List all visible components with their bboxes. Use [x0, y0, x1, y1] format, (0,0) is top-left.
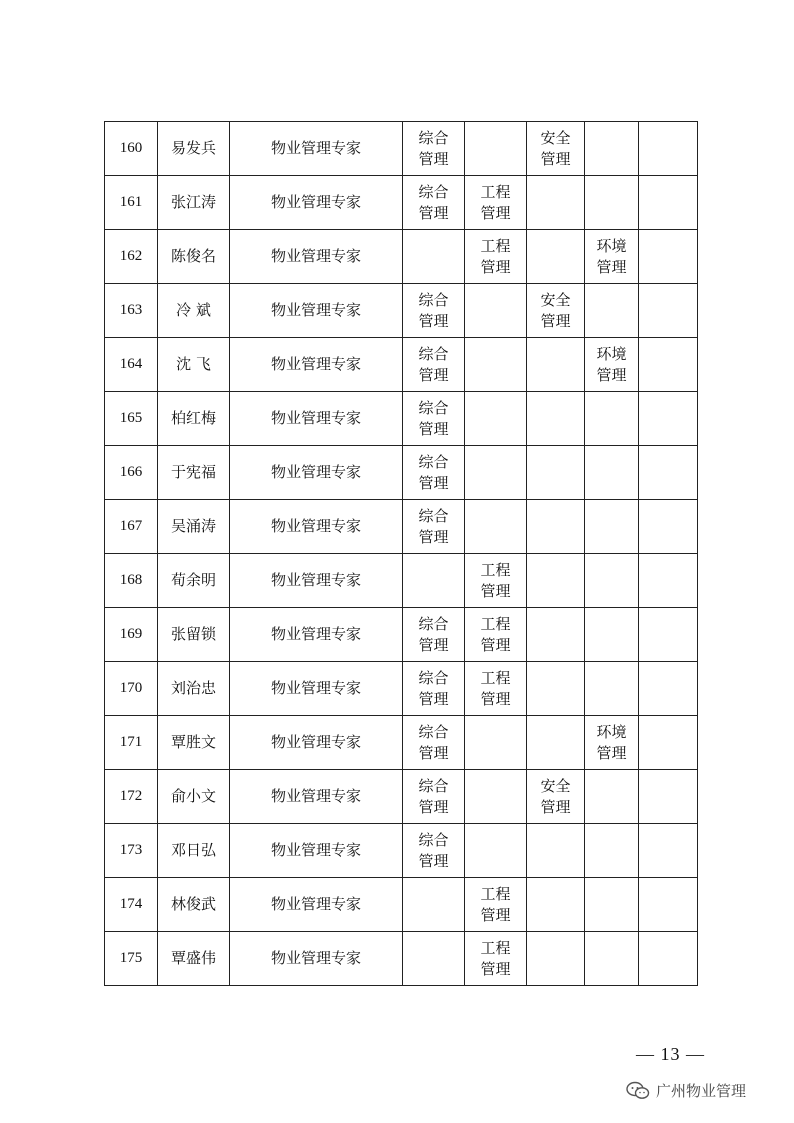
- table-row: [105, 392, 698, 446]
- expert-name: 邓日弘: [158, 824, 230, 878]
- expert-name: 易发兵: [158, 122, 230, 176]
- wechat-icon: [626, 1081, 650, 1101]
- row-number: 162: [105, 230, 158, 284]
- expert-name: 覃盛伟: [158, 932, 230, 986]
- expert-name: 张留锁: [158, 608, 230, 662]
- category-cell: [403, 770, 465, 824]
- expert-title: 物业管理专家: [230, 392, 403, 446]
- category-label: 管理: [418, 203, 449, 222]
- category-cell: [465, 176, 527, 230]
- row-number: 169: [105, 608, 158, 662]
- category-label: 管理: [418, 635, 449, 654]
- category-cell: [465, 230, 527, 284]
- category-label: 综合: [418, 722, 449, 741]
- table-row: [105, 932, 698, 986]
- category-label: 管理: [480, 905, 511, 924]
- table-row: [105, 878, 698, 932]
- table-row: [105, 446, 698, 500]
- table-row: [105, 770, 698, 824]
- category-label: 环境: [596, 236, 627, 255]
- category-label: 综合: [418, 128, 449, 147]
- watermark-text: 广州物业管理: [656, 1082, 747, 1100]
- expert-title: 物业管理专家: [230, 878, 403, 932]
- category-label: 综合: [418, 344, 449, 363]
- expert-name: 张江涛: [158, 176, 230, 230]
- extra-cell: [639, 338, 698, 392]
- expert-title: 物业管理专家: [230, 338, 403, 392]
- category-cell: [465, 662, 527, 716]
- category-cell: [527, 230, 585, 284]
- expert-title: 物业管理专家: [230, 500, 403, 554]
- expert-name: 沈 飞: [158, 338, 230, 392]
- category-label: 综合: [418, 182, 449, 201]
- category-cell: [403, 716, 465, 770]
- category-cell: [527, 176, 585, 230]
- expert-name: 吴涌涛: [158, 500, 230, 554]
- category-cell: [465, 392, 527, 446]
- category-cell: [403, 932, 465, 986]
- category-label: 综合: [418, 290, 449, 309]
- extra-cell: [639, 392, 698, 446]
- expert-name: 荀余明: [158, 554, 230, 608]
- category-label: 管理: [480, 959, 511, 978]
- category-cell: [465, 338, 527, 392]
- category-label: 管理: [418, 527, 449, 546]
- expert-name: 柏红梅: [158, 392, 230, 446]
- category-cell: [403, 554, 465, 608]
- category-label: 管理: [480, 581, 511, 600]
- category-label: 综合: [418, 398, 449, 417]
- row-number: 175: [105, 932, 158, 986]
- category-cell: [465, 554, 527, 608]
- row-number: 164: [105, 338, 158, 392]
- category-cell: [585, 770, 639, 824]
- category-cell: [585, 932, 639, 986]
- category-cell: [527, 446, 585, 500]
- category-label: 管理: [418, 473, 449, 492]
- category-cell: [585, 122, 639, 176]
- category-label: 工程: [480, 236, 511, 255]
- table-row: [105, 500, 698, 554]
- category-cell: [585, 338, 639, 392]
- category-label: 管理: [596, 257, 627, 276]
- extra-cell: [639, 176, 698, 230]
- category-cell: [527, 500, 585, 554]
- category-cell: [585, 554, 639, 608]
- table-row: [105, 554, 698, 608]
- expert-title: 物业管理专家: [230, 824, 403, 878]
- category-cell: [403, 392, 465, 446]
- category-cell: [403, 662, 465, 716]
- category-label: 综合: [418, 668, 449, 687]
- expert-title: 物业管理专家: [230, 446, 403, 500]
- category-cell: [465, 770, 527, 824]
- category-cell: [585, 500, 639, 554]
- table-row: [105, 122, 698, 176]
- category-label: 管理: [418, 311, 449, 330]
- expert-name: 冷 斌: [158, 284, 230, 338]
- expert-title: 物业管理专家: [230, 770, 403, 824]
- category-label: 管理: [418, 797, 449, 816]
- category-cell: [527, 716, 585, 770]
- category-cell: [403, 824, 465, 878]
- category-label: 安全: [540, 290, 571, 309]
- category-cell: [527, 770, 585, 824]
- account-watermark: [626, 1080, 746, 1101]
- category-label: 管理: [418, 851, 449, 870]
- category-cell: [465, 608, 527, 662]
- row-number: 160: [105, 122, 158, 176]
- expert-title: 物业管理专家: [230, 284, 403, 338]
- extra-cell: [639, 446, 698, 500]
- category-cell: [403, 122, 465, 176]
- expert-name: 于宪福: [158, 446, 230, 500]
- extra-cell: [639, 878, 698, 932]
- category-label: 管理: [418, 743, 449, 762]
- category-label: 安全: [540, 776, 571, 795]
- category-cell: [585, 662, 639, 716]
- category-label: 管理: [596, 743, 627, 762]
- extra-cell: [639, 500, 698, 554]
- category-label: 工程: [480, 560, 511, 579]
- category-label: 工程: [480, 938, 511, 957]
- expert-name: 林俊武: [158, 878, 230, 932]
- category-cell: [585, 608, 639, 662]
- row-number: 163: [105, 284, 158, 338]
- row-number: 171: [105, 716, 158, 770]
- category-label: 管理: [418, 149, 449, 168]
- extra-cell: [639, 122, 698, 176]
- extra-cell: [639, 716, 698, 770]
- expert-title: 物业管理专家: [230, 662, 403, 716]
- category-cell: [403, 176, 465, 230]
- category-label: 管理: [418, 365, 449, 384]
- category-label: 管理: [540, 311, 571, 330]
- category-label: 综合: [418, 452, 449, 471]
- category-label: 管理: [480, 257, 511, 276]
- category-cell: [527, 392, 585, 446]
- category-label: 环境: [596, 722, 627, 741]
- category-label: 管理: [418, 689, 449, 708]
- category-cell: [403, 338, 465, 392]
- extra-cell: [639, 230, 698, 284]
- category-cell: [403, 446, 465, 500]
- category-label: 工程: [480, 614, 511, 633]
- category-cell: [465, 716, 527, 770]
- category-cell: [465, 500, 527, 554]
- category-cell: [527, 554, 585, 608]
- extra-cell: [639, 824, 698, 878]
- expert-name: 陈俊名: [158, 230, 230, 284]
- extra-cell: [639, 932, 698, 986]
- category-cell: [527, 284, 585, 338]
- category-cell: [527, 878, 585, 932]
- category-cell: [403, 608, 465, 662]
- category-cell: [585, 284, 639, 338]
- category-label: 工程: [480, 668, 511, 687]
- row-number: 165: [105, 392, 158, 446]
- page-number: — 13 —: [636, 1044, 705, 1064]
- row-number: 173: [105, 824, 158, 878]
- category-label: 管理: [480, 689, 511, 708]
- expert-name: 俞小文: [158, 770, 230, 824]
- expert-title: 物业管理专家: [230, 932, 403, 986]
- table-row: [105, 608, 698, 662]
- table-row: [105, 824, 698, 878]
- category-cell: [585, 878, 639, 932]
- category-label: 环境: [596, 344, 627, 363]
- table-row: [105, 338, 698, 392]
- extra-cell: [639, 608, 698, 662]
- row-number: 172: [105, 770, 158, 824]
- expert-name: 覃胜文: [158, 716, 230, 770]
- category-label: 管理: [418, 419, 449, 438]
- category-label: 综合: [418, 830, 449, 849]
- row-number: 174: [105, 878, 158, 932]
- category-cell: [527, 662, 585, 716]
- category-cell: [403, 500, 465, 554]
- table-row: [105, 716, 698, 770]
- category-label: 管理: [540, 797, 571, 816]
- category-cell: [465, 878, 527, 932]
- row-number: 168: [105, 554, 158, 608]
- table-row: [105, 176, 698, 230]
- category-cell: [403, 878, 465, 932]
- category-cell: [527, 932, 585, 986]
- category-cell: [527, 338, 585, 392]
- row-number: 166: [105, 446, 158, 500]
- category-cell: [527, 824, 585, 878]
- extra-cell: [639, 662, 698, 716]
- category-label: 综合: [418, 506, 449, 525]
- row-number: 161: [105, 176, 158, 230]
- expert-title: 物业管理专家: [230, 608, 403, 662]
- extra-cell: [639, 554, 698, 608]
- category-label: 工程: [480, 884, 511, 903]
- category-cell: [403, 230, 465, 284]
- extra-cell: [639, 284, 698, 338]
- roster-body: [105, 122, 698, 986]
- category-label: 安全: [540, 128, 571, 147]
- category-cell: [585, 824, 639, 878]
- category-cell: [465, 824, 527, 878]
- category-cell: [527, 122, 585, 176]
- category-label: 综合: [418, 614, 449, 633]
- expert-roster-table: [104, 121, 698, 986]
- category-cell: [585, 176, 639, 230]
- table-row: [105, 284, 698, 338]
- category-cell: [403, 284, 465, 338]
- row-number: 167: [105, 500, 158, 554]
- expert-name: 刘治忠: [158, 662, 230, 716]
- expert-title: 物业管理专家: [230, 122, 403, 176]
- category-label: 管理: [480, 635, 511, 654]
- expert-title: 物业管理专家: [230, 554, 403, 608]
- category-cell: [465, 284, 527, 338]
- category-cell: [465, 932, 527, 986]
- category-label: 综合: [418, 776, 449, 795]
- table-row: [105, 662, 698, 716]
- expert-title: 物业管理专家: [230, 230, 403, 284]
- row-number: 170: [105, 662, 158, 716]
- category-cell: [585, 230, 639, 284]
- category-cell: [585, 716, 639, 770]
- table-row: [105, 230, 698, 284]
- category-label: 管理: [540, 149, 571, 168]
- category-label: 工程: [480, 182, 511, 201]
- category-label: 管理: [596, 365, 627, 384]
- extra-cell: [639, 770, 698, 824]
- category-cell: [465, 122, 527, 176]
- category-cell: [465, 446, 527, 500]
- category-cell: [585, 392, 639, 446]
- expert-title: 物业管理专家: [230, 176, 403, 230]
- expert-title: 物业管理专家: [230, 716, 403, 770]
- category-label: 管理: [480, 203, 511, 222]
- category-cell: [585, 446, 639, 500]
- category-cell: [527, 608, 585, 662]
